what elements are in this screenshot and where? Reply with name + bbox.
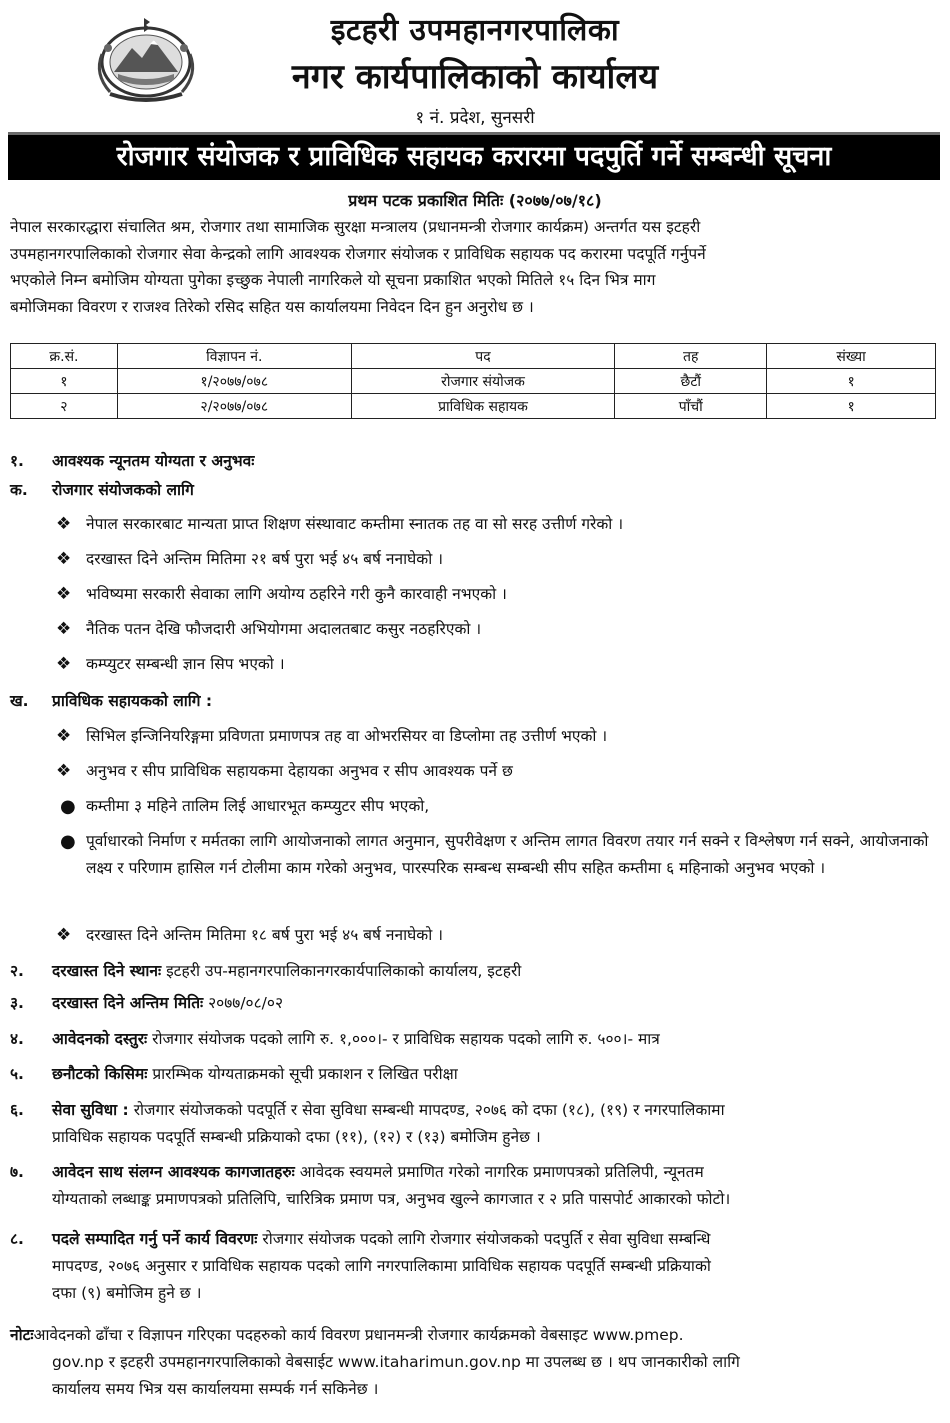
section-text: रोजगार संयोजकको पदपूर्ति र सेवा सुविधा सम्बन्धी मापदण्ड, २०७६ को दफा (१८), (१९) र नगरपालिकामा [128, 1101, 725, 1119]
column-header: विज्ञापन नं. [117, 344, 351, 369]
diamond-bullet-icon: ❖ [56, 654, 72, 674]
table-cell: रोजगार संयोजक [351, 369, 615, 394]
section-label: सेवा सुविधा : [52, 1101, 129, 1119]
diamond-bullet-icon: ❖ [56, 514, 72, 534]
note-text: gov.np र इटहरी उपमहानगरपालिकाको वेबसाईट www.itaharimun.gov.np मा उपलब्ध छ । थप जानकारीको लागि [52, 1353, 740, 1371]
note-label: नोटः [10, 1326, 34, 1344]
table-row [11, 394, 936, 419]
office-address: १ नं. प्रदेश, सुनसरी [415, 108, 535, 128]
section-number: १. [10, 452, 24, 470]
section-number: ८. [10, 1230, 24, 1248]
section-number: ४. [10, 1030, 24, 1048]
section-1-heading [10, 448, 940, 475]
section-number: ७. [10, 1163, 24, 1181]
table-cell: १ [11, 369, 118, 394]
subsection-label: रोजगार संयोजकको लागि [52, 481, 194, 499]
section-2 [10, 958, 940, 985]
table-cell: २ [11, 394, 118, 419]
diamond-bullet-icon: ❖ [56, 726, 72, 746]
section-6 [10, 1097, 940, 1151]
section-label: छनौटको किसिमः [52, 1065, 148, 1083]
diamond-bullet-icon: ❖ [56, 549, 72, 569]
section-text: प्रारम्भिक योग्यताक्रमको सूची प्रकाशन र लिखित परीक्षा [147, 1065, 458, 1083]
list-item: ❖ दरखास्त दिने अन्तिम मितिमा २१ बर्ष पुरा भई ४५ बर्ष ननाघेको । [56, 546, 938, 573]
diamond-bullet-icon: ❖ [56, 584, 72, 604]
vacancy-table [10, 343, 936, 419]
table-row [11, 369, 936, 394]
intro-line: नेपाल सरकारद्धारा संचालित श्रम, रोजगार तथा सामाजिक सुरक्षा मन्त्रालय (प्रधानमन्त्री रोजगार कार्यक्रम) अन्तर्गत यस इटहरी [10, 218, 701, 236]
list-item: ❖ सिभिल इन्जिनियरिङ्गमा प्रविणता प्रमाणपत्र तह वा ओभरसियर वा डिप्लोमा तह उत्तीर्ण भएको । [56, 723, 938, 750]
column-header: क्र.सं. [11, 344, 118, 369]
notice-title: रोजगार संयोजक र प्राविधिक सहायक करारमा पदपुर्ति गर्ने सम्बन्धी सूचना [8, 132, 940, 180]
list-item: ● कम्तीमा ३ महिने तालिम लिई आधारभूत कम्प्युटर सीप भएको, [60, 793, 938, 820]
table-cell: प्राविधिक सहायक [351, 394, 615, 419]
column-header: संख्या [767, 344, 936, 369]
diamond-bullet-icon: ❖ [56, 619, 72, 639]
section-label: आवश्यक न्यूनतम योग्यता र अनुभवः [52, 452, 255, 470]
section-number: ६. [10, 1101, 24, 1119]
intro-line: बमोजिमका विवरण र राजश्व तिरेको रसिद सहित यस कार्यालयमा निवेदन दिन हुन अनुरोध छ । [10, 297, 534, 316]
note-text: कार्यालय समय भित्र यस कार्यालयमा सम्पर्क गर्न सकिनेछ । [52, 1380, 379, 1398]
section-text: आवेदक स्वयमले प्रमाणित गरेको नागरिक प्रमाणपत्रको प्रतिलिपी, न्यूनतम [294, 1163, 704, 1181]
section-text: दफा (९) बमोजिम हुने छ । [52, 1284, 202, 1302]
list-item: ● पूर्वाधारको निर्माण र मर्मतका लागि आयोजनाको लागत अनुमान, सुपरीवेक्षण र अन्तिम लागत विवरण तयार गर्न सक्ने र विश्लेषण गर्न सक्ने, आयोजनाको लक्ष्य र परिणाम हासिल गर्न टोलीमा काम गरेको अनुभव, पारस्परिक सम्बन्ध सम्बन्धी सीप सहित कम्तीमा ६ महिनाको अनुभव भएको । [60, 828, 938, 882]
section-number: ५. [10, 1065, 24, 1083]
table-cell: पाँचौं [615, 394, 767, 419]
table-cell: २/२०७७/०७८ [117, 394, 351, 419]
section-text: रोजगार संयोजक पदको लागि रु. १,०००।- र प्राविधिक सहायक पदको लागि रु. ५००।- मात्र [147, 1030, 660, 1048]
section-5 [10, 1061, 940, 1088]
intro-line: उपमहानगरपालिकाको रोजगार सेवा केन्द्रको लागि आवश्यक रोजगार संयोजक र प्राविधिक सहायक पद करारमा पदपूर्ति गर्नुपर्ने [10, 244, 706, 263]
footer-note [10, 1322, 940, 1403]
list-item: ❖ कम्प्युटर सम्बन्धी ज्ञान सिप भएको । [56, 651, 938, 678]
section-label: पदले सम्पादित गर्नु पर्ने कार्य विवरणः [52, 1230, 258, 1248]
subsection-kha-heading [10, 688, 940, 715]
section-3 [10, 990, 940, 1017]
list-item: ❖ नेपाल सरकारबाट मान्यता प्राप्त शिक्षण संस्थावाट कम्तीमा स्नातक तह वा सो सरह उत्तीर्ण गरेको । [56, 511, 938, 538]
section-label: दरखास्त दिने अन्तिम मितिः [52, 994, 204, 1012]
section-number: ३. [10, 994, 24, 1012]
section-text: प्राविधिक सहायक पदपूर्ति सम्बन्धी प्रक्रियाको दफा (११), (१२) र (१३) बमोजिम हुनेछ । [52, 1128, 541, 1146]
list-item: ❖ दरखास्त दिने अन्तिम मितिमा १८ बर्ष पुरा भई ४५ बर्ष ननाघेको । [56, 922, 938, 949]
filled-circle-bullet-icon: ● [60, 796, 76, 817]
table-cell: छैटौं [615, 369, 767, 394]
section-label: आवेदनको दस्तुरः [52, 1030, 148, 1048]
list-item: ❖ अनुभव र सीप प्राविधिक सहायकमा देहायका अनुभव र सीप आवश्यक पर्ने छ [56, 758, 938, 785]
table-cell: १ [767, 369, 936, 394]
list-item: ❖ भविष्यमा सरकारी सेवाका लागि अयोग्य ठहरिने गरी कुनै कारवाही नभएको । [56, 581, 938, 608]
subsection-number: क. [10, 481, 28, 499]
section-label: आवेदन साथ संलग्न आवश्यक कागजातहरुः [52, 1163, 295, 1181]
diamond-bullet-icon: ❖ [56, 761, 72, 781]
section-8 [10, 1226, 940, 1307]
section-text: २०७७/०८/०२ [203, 994, 284, 1012]
section-label: दरखास्त दिने स्थानः [52, 962, 162, 980]
table-cell: १ [767, 394, 936, 419]
subsection-label: प्राविधिक सहायकको लागि : [52, 692, 213, 710]
column-header: पद [351, 344, 615, 369]
section-number: २. [10, 962, 24, 980]
diamond-bullet-icon: ❖ [56, 925, 72, 945]
section-text: रोजगार संयोजक पदको लागि रोजगार संयोजकको पदपुर्ति र सेवा सुविधा सम्बन्धि [257, 1230, 711, 1248]
subsection-ka-heading [10, 477, 940, 504]
publication-date: प्रथम पटक प्रकाशित मितिः (२०७७/०७/१८) [348, 191, 602, 210]
section-text: इटहरी उप-महानगरपालिकानगरकार्यपालिकाको कार्यालय, इटहरी [161, 962, 522, 980]
intro-line: भएकोले निम्न बमोजिम योग्यता पुगेका इच्छुक नेपाली नागरिकले यो सूचना प्रकाशित भएको मितिले १५ दिन भित्र माग [10, 271, 656, 289]
section-4 [10, 1026, 940, 1053]
subsection-number: ख. [10, 692, 29, 710]
column-header: तह [615, 344, 767, 369]
note-text: आवेदनको ढाँचा र विज्ञापन गरिएका पदहरुको कार्य विवरण प्रधानमन्त्री रोजगार कार्यक्रमको वेबसाइट www.pmep. [33, 1326, 684, 1344]
office-name: नगर कार्यपालिकाको कार्यालय [291, 57, 659, 97]
list-item: ❖ नैतिक पतन देखि फौजदारी अभियोगमा अदालतबाट कसुर नठहरिएको । [56, 616, 938, 643]
section-7 [10, 1159, 940, 1213]
municipality-name: इटहरी उपमहानगरपालिका [330, 13, 620, 48]
intro-paragraph [10, 214, 940, 320]
section-text: मापदण्ड, २०७६ अनुसार र प्राविधिक सहायक पदको लागि नगरपालिकामा प्राविधिक सहायक पदपूर्ति सम्बन्धी प्रक्रियाको [52, 1257, 711, 1275]
table-cell: १/२०७७/०७८ [117, 369, 351, 394]
filled-circle-bullet-icon: ● [60, 831, 76, 852]
section-text: योग्यताको लब्धाङ्क प्रमाणपत्रको प्रतिलिपि, चारित्रिक प्रमाण पत्र, अनुभव खुल्ने कागजात र २ प्रति पासपोर्ट आकारको फोटो। [52, 1190, 731, 1208]
table-header-row [11, 344, 936, 369]
